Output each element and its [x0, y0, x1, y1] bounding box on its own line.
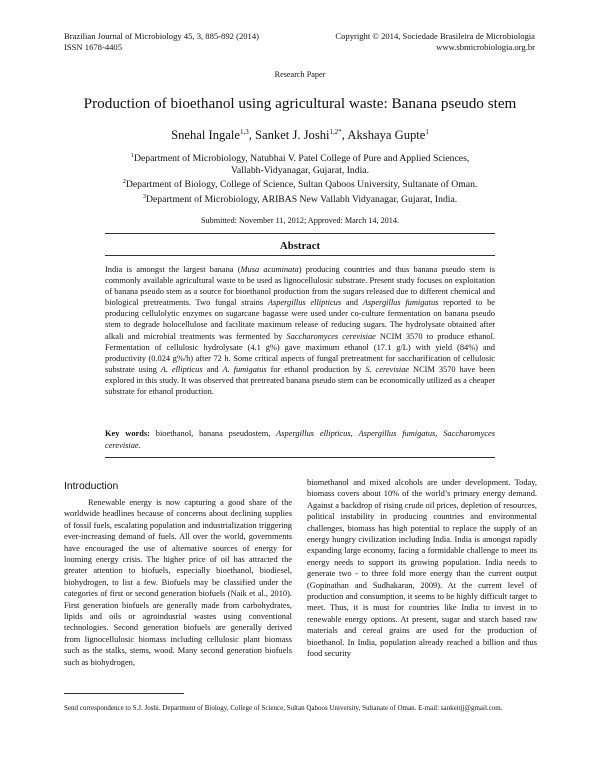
submission-dates: Submitted: November 11, 2012; Approved: March 14, 2014. — [201, 216, 399, 225]
keywords: Key words: bioethanol, banana pseudostem, Aspergillus ellipticus, Aspergillus fumigatus, Saccharomyces cerevisiae. — [105, 429, 496, 450]
author-affil-marker: 1,3 — [239, 128, 249, 136]
body-column-right: biomethanol and mixed alcohols are under development. Today, biomass covers about 10% of the world’s primary energy demand. Against a backdrop of rising crude oil prices, depletion of resources, political instability in producing countries and environmental challenges, biomass has high potential to replace the supply of an energy hungry civilization including India. India is amongst rapidly expanding large economy, facing a formidable challenge to meet its energy needs to support its growing population. India needs to generate two - to three fold more energy than the current output (Gopinathan and Sudhakaran, 2009). At the current level of production and consumption, it seems to be highly difficult target to meet. Thus, it is must for countries like India to invest in to renewable energy options. At present, sugar and starch based raw materials and cereal grains are used for the production of bioethanol. In India, population already reached a billion and thus food security — [307, 478, 537, 659]
journal-citation: Brazilian Journal of Microbiology 45, 3, 885-892 (2014) — [64, 31, 259, 41]
abstract-top-rule — [105, 233, 495, 234]
author-name: Sanket J. Joshi — [255, 128, 330, 143]
affiliation-3: $^3$Department of Microbiology, ARIBAS New Vallabh Vidyanagar, Gujarat, India. — [142, 193, 458, 206]
author-list: Snehal Ingale$^{1,3}$, Sanket J. Joshi$^{1,2*}$, Akshaya Gupte$^1$ — [171, 128, 429, 143]
affiliation-1: $^1$Department of Microbiology, Natubhai V. Patel College of Pure and Applied Sciences, — [130, 152, 470, 165]
affiliation-1-cont: Vallabh-Vidyanagar, Gujarat, India. — [230, 164, 370, 176]
issn: ISSN 1678-4405 — [64, 42, 123, 52]
author-name: Akshaya Gupte — [347, 128, 426, 143]
abstract-heading-rule — [105, 255, 495, 256]
journal-website: www.sbmicrobiologia.org.br — [436, 42, 535, 52]
keywords-label: Key words: — [105, 429, 150, 438]
author-affil-marker: 1 — [425, 128, 429, 136]
footnote-rule — [64, 693, 184, 694]
copyright: Copyright © 2014, Sociedade Brasileira de Microbiologia — [335, 31, 535, 41]
author-name: Snehal Ingale — [171, 128, 240, 143]
body-column-left: Renewable energy is now capturing a good share of the worldwide headlines because of concerns about declining supplies of fossil fuels, escalating population and industrialization triggering ever-increasing demand of fuels. All over the world, governments have encouraged the use of alternative sources of energy for looming energy crisis. The higher price of oil has attracted the greater attention to biofuels, especially bioethanol, biodiesel, biohydrogen, to list a few. Biofuels may be classified under the categories of first or second generation biofuels (Naik et al., 2010). First generation biofuels are generally made from carbohydrates, lipids and oils or agroindusrial wastes using conventional technologies. Second generation biofuels are generally derived from lignocellulosic biomass including cellulosic plant biomass such as the stalks, stems, wood. Many second generation biofuels such as biohydrogen, — [64, 498, 292, 667]
keywords-bottom-rule — [105, 457, 495, 458]
abstract-text: India is amongst the largest banana (Musa acuminata) producing countries and thus banana pseudo stem is commonly available agricultural waste to be used as lignocellulosic substrate. Present study focuses on exploitation of banana pseudo stem as a source for bioethanol production from the sugars released due to different chemical and biological pretreatments. Two fungal strains Aspergillus ellipticus and Aspergillus fumigatus reported to be producing cellulolytic enzymes on sugarcane bagasse were used under co-culture fermentation on banana pseudo stem to degrade holocellulose and facilitate maximum release of reducing sugars. The hydrolysate obtained after alkali and microbial treatments was fermented by Saccharomyces cerevisiae NCIM 3570 to produce ethanol. Fermentation of cellulosic hydrolysate (4.1 g%) gave maximum ethanol (17.1 g/L) with yield (84%) and productivity (0.024 g%/h) after 72 h. Some critical aspects of fungal pretreatment for saccharification of cellulosic substrate using A. ellipticus and A. fumigatus for ethanol production by S. cerevisiae NCIM 3570 have been explored in this study. It was observed that pretreated banana pseudo stem can be economically utilized as a cheaper substrate for ethanol production. — [105, 265, 496, 397]
article-type: Research Paper — [274, 70, 326, 79]
section-heading-introduction: Introduction — [64, 481, 119, 492]
journal-header-right — [335, 31, 535, 53]
abstract-heading: Abstract — [279, 240, 321, 252]
author-affil-marker: 1,2* — [329, 128, 342, 136]
affiliation-2: $^2$Department of Biology, College of Science, Sultan Qaboos University, Sultanate of Oman. — [122, 178, 478, 191]
correspondence-footnote: Send correspondence to S.J. Joshi. Department of Biology, College of Science, Sultan Qaboos University, Sultanate of Oman. E-mail: sankeitjj@gmail.com. — [64, 704, 503, 712]
paper-title: Production of bioethanol using agricultural waste: Banana pseudo stem — [83, 95, 517, 112]
affiliations — [0, 150, 600, 206]
journal-header-left — [64, 31, 259, 53]
